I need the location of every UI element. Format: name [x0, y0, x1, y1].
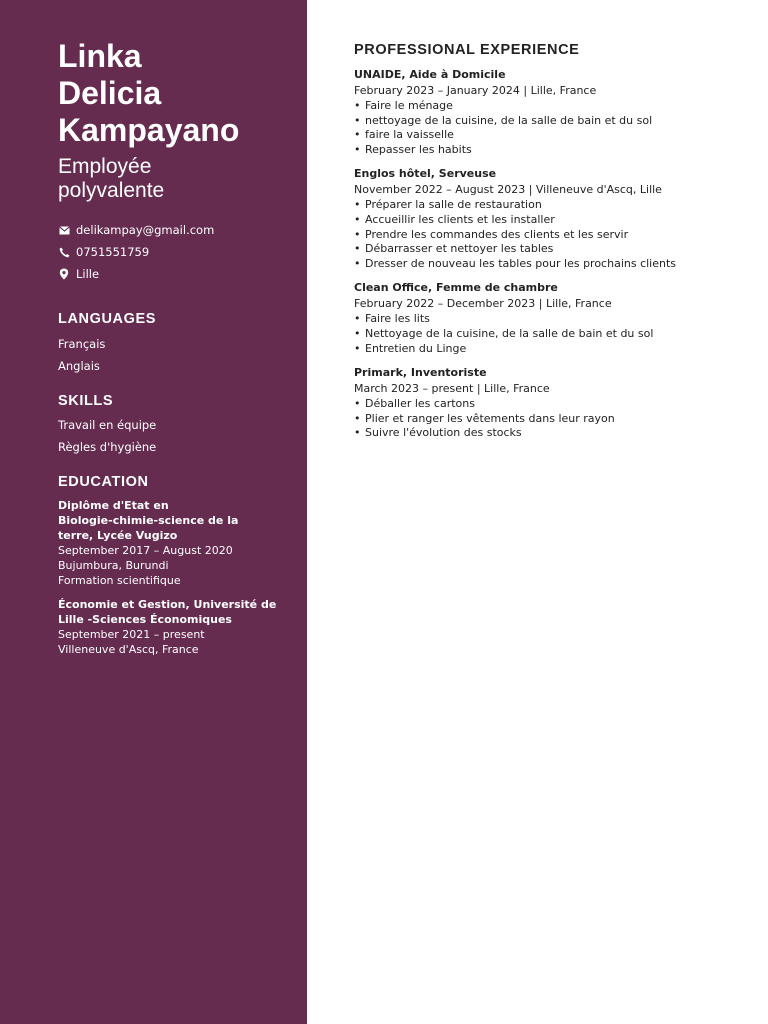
job-bullet: • Nettoyage de la cuisine, de la salle de bain et du sol: [354, 327, 754, 342]
job-bullet: • Dresser de nouveau les tables pour les prochains clients: [354, 257, 754, 272]
title-line: Employée: [58, 155, 152, 178]
skills-section: [58, 393, 307, 455]
education-dates: September 2021 – present: [58, 628, 205, 641]
education-place: Villeneuve d'Ascq, France: [58, 643, 199, 656]
job-entry: [354, 365, 754, 441]
job-bullet: • Faire le ménage: [354, 99, 754, 114]
contact-list: [58, 219, 307, 285]
language-item: Anglais: [58, 359, 100, 373]
person-name: [58, 38, 307, 149]
job-bullet: • Plier et ranger les vêtements dans leur rayon: [354, 412, 754, 427]
language-item: Français: [58, 337, 106, 351]
education-place: Bujumbura, Burundi: [58, 559, 169, 572]
job-bullet: • Suivre l'évolution des stocks: [354, 426, 754, 441]
job-bullet: • Repasser les habits: [354, 143, 754, 158]
contact-email[interactable]: [58, 219, 307, 241]
job-dates: November 2022 – August 2023 | Villeneuve d'Ascq, Lille: [354, 183, 662, 197]
map-pin-icon: [58, 268, 70, 280]
experience-heading: PROFESSIONAL EXPERIENCE: [354, 42, 580, 58]
education-entry: [58, 597, 307, 657]
job-title: Primark, Inventoriste: [354, 366, 487, 380]
languages-heading: LANGUAGES: [58, 311, 157, 327]
education-title-line: terre, Lycée Vugizo: [58, 529, 178, 542]
job-entry: [354, 280, 754, 356]
email-text: delikampay@gmail.com: [76, 223, 215, 237]
job-title: Clean Office, Femme de chambre: [354, 281, 558, 295]
education-entry: [58, 498, 307, 588]
phone-icon: [58, 246, 70, 258]
job-bullet: • Prendre les commandes des clients et les servir: [354, 228, 754, 243]
job-title: Englos hôtel, Serveuse: [354, 167, 497, 181]
education-heading: EDUCATION: [58, 474, 149, 490]
contact-location: [58, 263, 307, 285]
education-title-line: Biologie-chimie-science de la: [58, 514, 239, 527]
skills-heading: SKILLS: [58, 393, 114, 409]
job-dates: February 2023 – January 2024 | Lille, France: [354, 84, 597, 97]
location-text: Lille: [76, 267, 100, 281]
job-bullets: [354, 397, 754, 441]
job-bullets: [354, 198, 754, 271]
name-line: Kampayano: [58, 112, 240, 148]
job-bullet: • faire la vaisselle: [354, 128, 754, 143]
education-section: [58, 474, 307, 657]
education-title-line: Lille -Sciences Économiques: [58, 613, 232, 626]
phone-text: 0751551759: [76, 245, 150, 259]
job-dates: March 2023 – present | Lille, France: [354, 382, 550, 396]
main-content: [354, 42, 754, 450]
languages-section: [58, 311, 307, 374]
envelope-icon: [58, 224, 70, 236]
job-dates: February 2022 – December 2023 | Lille, France: [354, 297, 612, 311]
sidebar: [0, 0, 307, 1024]
job-title: UNAIDE, Aide à Domicile: [354, 68, 506, 81]
job-bullet: • Préparer la salle de restauration: [354, 198, 754, 213]
job-title: [58, 155, 307, 203]
job-bullets: [354, 99, 754, 157]
skill-item: Travail en équipe: [58, 418, 157, 432]
job-bullet: • Déballer les cartons: [354, 397, 754, 412]
job-entry: [354, 166, 754, 271]
education-dates: September 2017 – August 2020: [58, 544, 233, 557]
name-line: Delicia: [58, 75, 162, 111]
job-bullet: • Entretien du Linge: [354, 342, 754, 357]
job-bullet: • Accueillir les clients et les installer: [354, 213, 754, 228]
job-bullet: • Faire les lits: [354, 312, 754, 327]
job-entry: [354, 67, 754, 157]
job-bullets: [354, 312, 754, 356]
job-bullet: • Débarrasser et nettoyer les tables: [354, 242, 754, 257]
skill-item: Règles d'hygiène: [58, 440, 157, 454]
name-line: Linka: [58, 38, 142, 74]
education-title-line: Économie et Gestion, Université de: [58, 598, 277, 611]
title-line: polyvalente: [58, 179, 165, 202]
job-bullet: • nettoyage de la cuisine, de la salle de bain et du sol: [354, 114, 754, 129]
contact-phone[interactable]: [58, 241, 307, 263]
education-title-line: Diplôme d'Etat en: [58, 499, 169, 512]
education-note: Formation scientifique: [58, 574, 181, 587]
